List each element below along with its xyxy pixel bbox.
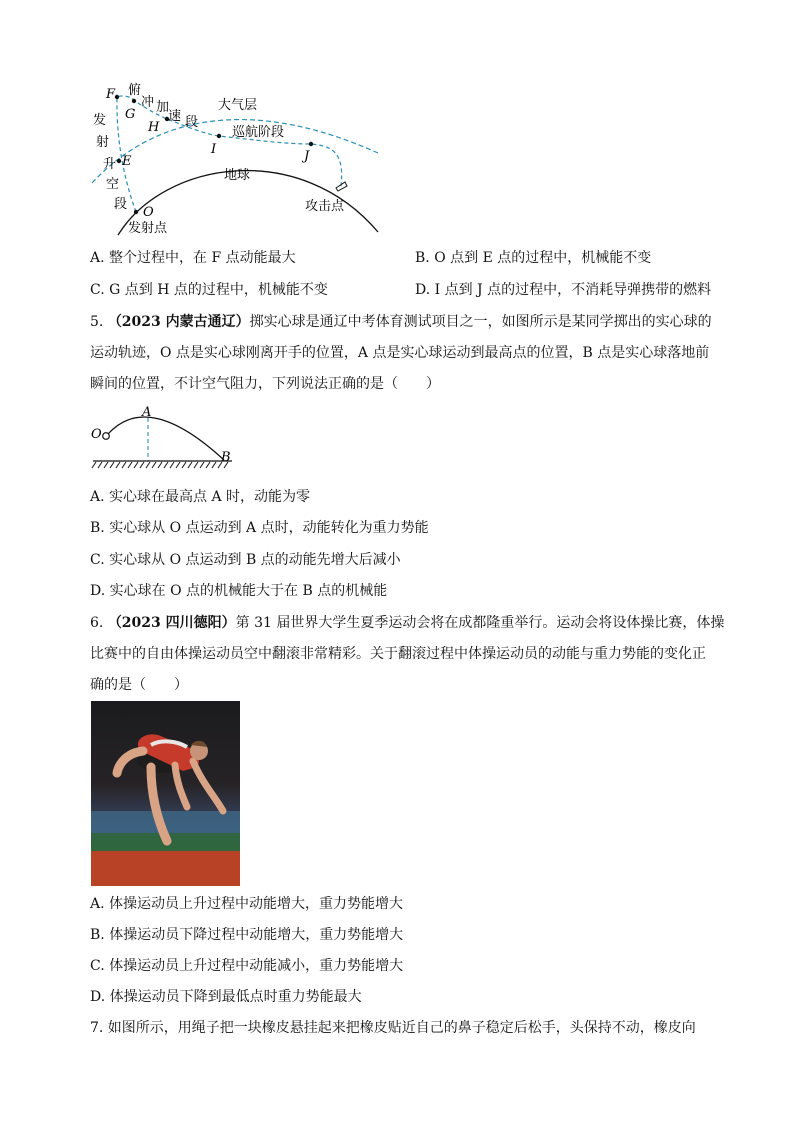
label-duan-left: 段 xyxy=(114,197,128,212)
q6-stem-line2: 比赛中的自由体操运动员空中翻滚非常精彩。关于翻滚过程中体操运动员的动能与重力势能的变化正 xyxy=(90,646,706,662)
label-F: F xyxy=(106,87,116,102)
gymnast-photo xyxy=(91,701,240,886)
q6-stem-line3: 确的是（ ） xyxy=(90,677,188,693)
label-fu: 俯 xyxy=(128,83,142,98)
label-I: I xyxy=(211,142,217,157)
q5-stem-line2: 运动轨迹，O 点是实心球刚离开手的位置，A 点是实心球运动到最高点的位置，B 点是实心球落地前 xyxy=(90,345,710,361)
label-attack-point: 攻击点 xyxy=(305,199,345,214)
label-sheng: 升 xyxy=(103,157,117,172)
label-E: E xyxy=(122,154,132,169)
q6-number: 6. xyxy=(90,615,104,631)
missile-trajectory-diagram xyxy=(85,78,395,238)
q5-option-a: A. 实心球在最高点 A 时，动能为零 xyxy=(90,489,311,505)
label-earth: 地球 xyxy=(224,168,251,183)
q6-source: （2023 四川德阳） xyxy=(107,615,236,631)
label-launch-point: 发射点 xyxy=(128,221,168,236)
q5-stem-line3: 瞬间的位置，不计空气阻力，下列说法正确的是（ ） xyxy=(90,376,440,392)
q5-number: 5. xyxy=(90,314,104,330)
label-jia: 加 xyxy=(156,100,170,115)
label-she: 射 xyxy=(96,135,110,150)
label-O: O xyxy=(91,427,102,442)
label-kong: 空 xyxy=(106,177,120,192)
label-G: G xyxy=(125,107,136,122)
shot-put-diagram xyxy=(88,402,238,474)
q4-option-a: A. 整个过程中，在 F 点动能最大 xyxy=(90,250,296,266)
label-O: O xyxy=(143,205,154,220)
q5-source: （2023 内蒙古通辽） xyxy=(107,314,250,330)
label-su: 速 xyxy=(168,109,182,124)
q6-line1-text: 第 31 届世界大学生夏季运动会将在成都隆重举行。运动会将设体操比赛，体操 xyxy=(235,615,725,631)
q7-stem-line1: 7. 如图所示，用绳子把一块橡皮悬挂起来把橡皮贴近自己的鼻子稳定后松手，头保持不动，橡皮向 xyxy=(90,1020,696,1036)
q4-option-b: B. O 点到 E 点的过程中，机械能不变 xyxy=(415,250,652,266)
q6-stem-line1 xyxy=(90,613,724,633)
q4-option-d: D. I 点到 J 点的过程中，不消耗导弹携带的燃料 xyxy=(415,282,712,298)
label-H: H xyxy=(148,120,160,135)
label-A: A xyxy=(142,405,152,420)
q5-option-d: D. 实心球在 O 点的机械能大于在 B 点的机械能 xyxy=(90,583,388,599)
label-B: B xyxy=(221,450,231,465)
q6-option-c: C. 体操运动员上升过程中动能减小，重力势能增大 xyxy=(90,958,404,974)
q6-option-b: B. 体操运动员下降过程中动能增大，重力势能增大 xyxy=(90,927,404,943)
label-cruise: 巡航阶段 xyxy=(232,125,285,140)
q5-option-c: C. 实心球从 O 点运动到 B 点的动能先增大后减小 xyxy=(90,552,401,568)
label-duan-top: 段 xyxy=(185,115,199,130)
label-fa: 发 xyxy=(93,113,107,128)
label-atmosphere: 大气层 xyxy=(218,98,258,113)
q5-line1-text: 掷实心球是通辽中考体育测试项目之一，如图所示是某同学掷出的实心球的 xyxy=(249,314,712,330)
q6-option-a: A. 体操运动员上升过程中动能增大，重力势能增大 xyxy=(90,896,404,912)
q4-option-c: C. G 点到 H 点的过程中，机械能不变 xyxy=(90,282,328,298)
q5-stem-line1 xyxy=(90,312,712,332)
q5-option-b: B. 实心球从 O 点运动到 A 点时，动能转化为重力势能 xyxy=(90,520,429,536)
q6-option-d: D. 体操运动员下降到最低点时重力势能最大 xyxy=(90,989,362,1005)
label-chong: 冲 xyxy=(141,95,155,110)
label-J: J xyxy=(304,149,310,164)
